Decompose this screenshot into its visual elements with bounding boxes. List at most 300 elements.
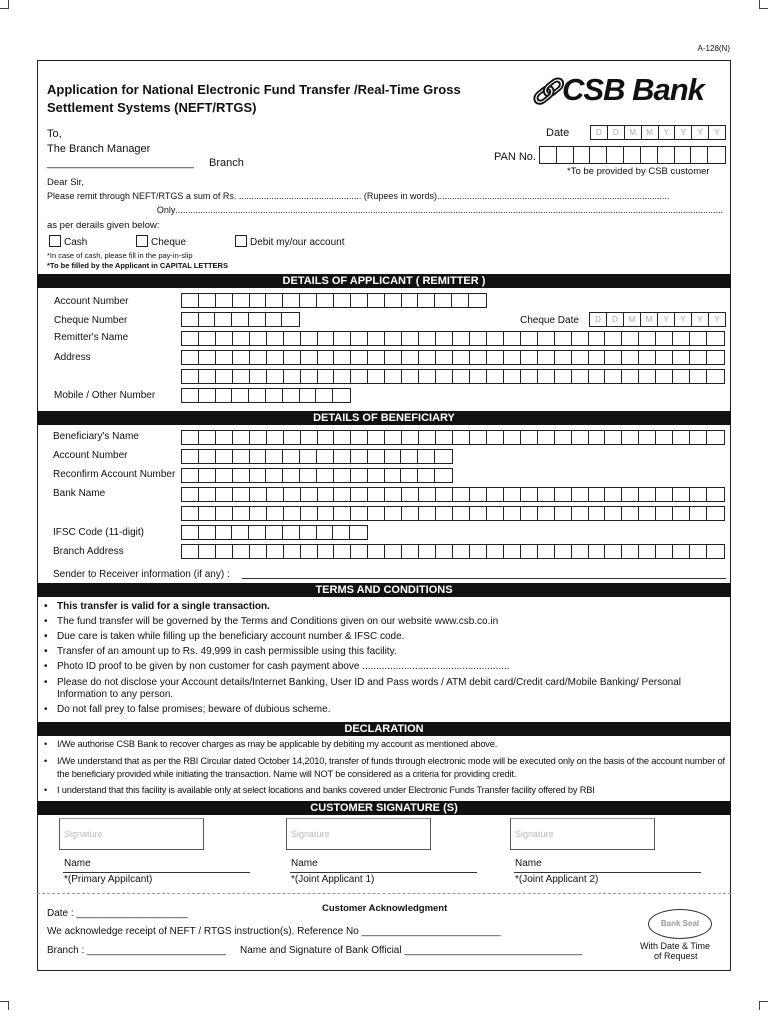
- char-cell[interactable]: [182, 431, 199, 444]
- remitter-name-input[interactable]: [181, 331, 725, 346]
- date-cell[interactable]: Y: [675, 126, 692, 139]
- char-cell[interactable]: [402, 488, 419, 501]
- char-cell[interactable]: [301, 431, 318, 444]
- char-cell[interactable]: [317, 294, 334, 307]
- char-cell[interactable]: [284, 351, 301, 364]
- char-cell[interactable]: [673, 488, 690, 501]
- branch-address-input[interactable]: [181, 544, 725, 559]
- ack-reference[interactable]: We acknowledge receipt of NEFT / RTGS instruction(s). Reference No _________________________: [47, 926, 501, 937]
- char-cell[interactable]: [521, 431, 538, 444]
- char-cell[interactable]: [572, 370, 589, 383]
- char-cell[interactable]: [555, 545, 572, 558]
- char-cell[interactable]: [504, 370, 521, 383]
- char-cell[interactable]: [283, 526, 300, 539]
- char-cell[interactable]: [419, 507, 436, 520]
- char-cell[interactable]: [266, 526, 283, 539]
- char-cell[interactable]: [639, 351, 656, 364]
- char-cell[interactable]: [656, 351, 673, 364]
- pan-input[interactable]: [539, 146, 726, 164]
- char-cell[interactable]: [589, 507, 606, 520]
- char-cell[interactable]: [199, 294, 216, 307]
- char-cell[interactable]: [316, 389, 333, 402]
- char-cell[interactable]: [572, 431, 589, 444]
- char-cell[interactable]: [333, 389, 350, 402]
- char-cell[interactable]: [605, 431, 622, 444]
- char-cell[interactable]: [487, 507, 504, 520]
- char-cell[interactable]: [182, 526, 199, 539]
- char-cell[interactable]: [557, 147, 574, 163]
- char-cell[interactable]: [350, 526, 367, 539]
- char-cell[interactable]: [334, 469, 351, 482]
- char-cell[interactable]: [555, 488, 572, 501]
- char-cell[interactable]: [607, 147, 624, 163]
- char-cell[interactable]: [574, 147, 591, 163]
- char-cell[interactable]: [589, 545, 606, 558]
- cash-checkbox[interactable]: [49, 235, 61, 247]
- amount-words-line[interactable]: ...........................................................................................................................................................................................................................Only: [156, 205, 723, 215]
- char-cell[interactable]: [436, 545, 453, 558]
- char-cell[interactable]: [351, 370, 368, 383]
- payment-debit[interactable]: Debit my/our account: [235, 235, 345, 248]
- char-cell[interactable]: [401, 450, 418, 463]
- char-cell[interactable]: [385, 469, 402, 482]
- char-cell[interactable]: [334, 294, 351, 307]
- char-cell[interactable]: [250, 370, 267, 383]
- char-cell[interactable]: [266, 313, 283, 326]
- char-cell[interactable]: [233, 545, 250, 558]
- char-cell[interactable]: [690, 507, 707, 520]
- joint2-name-input[interactable]: [514, 872, 701, 873]
- char-cell[interactable]: [402, 507, 419, 520]
- char-cell[interactable]: [487, 545, 504, 558]
- char-cell[interactable]: [470, 370, 487, 383]
- date-cell[interactable]: D: [590, 313, 607, 326]
- char-cell[interactable]: [418, 469, 435, 482]
- char-cell[interactable]: [334, 351, 351, 364]
- char-cell[interactable]: [658, 147, 675, 163]
- char-cell[interactable]: [504, 332, 521, 345]
- char-cell[interactable]: [435, 450, 452, 463]
- char-cell[interactable]: [622, 431, 639, 444]
- char-cell[interactable]: [368, 488, 385, 501]
- char-cell[interactable]: [182, 488, 199, 501]
- char-cell[interactable]: [199, 431, 216, 444]
- char-cell[interactable]: [639, 370, 656, 383]
- char-cell[interactable]: [216, 389, 233, 402]
- char-cell[interactable]: [199, 526, 216, 539]
- char-cell[interactable]: [182, 351, 199, 364]
- date-input[interactable]: [590, 125, 726, 140]
- char-cell[interactable]: [504, 488, 521, 501]
- char-cell[interactable]: [538, 332, 555, 345]
- char-cell[interactable]: [639, 332, 656, 345]
- char-cell[interactable]: [435, 294, 452, 307]
- char-cell[interactable]: [300, 469, 317, 482]
- char-cell[interactable]: [402, 351, 419, 364]
- char-cell[interactable]: [182, 370, 199, 383]
- char-cell[interactable]: [622, 370, 639, 383]
- char-cell[interactable]: [368, 507, 385, 520]
- char-cell[interactable]: [233, 294, 250, 307]
- char-cell[interactable]: [419, 488, 436, 501]
- char-cell[interactable]: [487, 431, 504, 444]
- bank-name-input-line1[interactable]: [181, 487, 725, 502]
- char-cell[interactable]: [317, 469, 334, 482]
- char-cell[interactable]: [622, 332, 639, 345]
- date-cell[interactable]: Y: [692, 313, 709, 326]
- char-cell[interactable]: [284, 332, 301, 345]
- char-cell[interactable]: [622, 545, 639, 558]
- primary-name-input[interactable]: [63, 872, 250, 873]
- char-cell[interactable]: [199, 488, 216, 501]
- char-cell[interactable]: [199, 450, 216, 463]
- char-cell[interactable]: [639, 488, 656, 501]
- char-cell[interactable]: [622, 507, 639, 520]
- char-cell[interactable]: [453, 545, 470, 558]
- char-cell[interactable]: [470, 545, 487, 558]
- char-cell[interactable]: [233, 431, 250, 444]
- char-cell[interactable]: [504, 351, 521, 364]
- char-cell[interactable]: [300, 294, 317, 307]
- char-cell[interactable]: [233, 488, 250, 501]
- char-cell[interactable]: [318, 507, 335, 520]
- char-cell[interactable]: [300, 526, 317, 539]
- char-cell[interactable]: [284, 545, 301, 558]
- joint1-signature-box[interactable]: Signature: [286, 818, 431, 850]
- remit-amount-line[interactable]: Please remit through NEFT/RTGS a sum of Rs. ................................................. (Rupees in words).............................................................................................: [47, 191, 670, 201]
- char-cell[interactable]: [690, 332, 707, 345]
- char-cell[interactable]: [182, 313, 199, 326]
- char-cell[interactable]: [334, 332, 351, 345]
- date-cell[interactable]: Y: [692, 126, 709, 139]
- char-cell[interactable]: [538, 488, 555, 501]
- char-cell[interactable]: [368, 431, 385, 444]
- char-cell[interactable]: [351, 294, 368, 307]
- char-cell[interactable]: [673, 545, 690, 558]
- char-cell[interactable]: [402, 545, 419, 558]
- debit-checkbox[interactable]: [235, 235, 247, 247]
- char-cell[interactable]: [351, 450, 368, 463]
- char-cell[interactable]: [691, 147, 708, 163]
- char-cell[interactable]: [469, 294, 486, 307]
- char-cell[interactable]: [385, 545, 402, 558]
- beneficiary-name-input[interactable]: [181, 430, 725, 445]
- char-cell[interactable]: [540, 147, 557, 163]
- char-cell[interactable]: [708, 147, 725, 163]
- date-cell[interactable]: Y: [659, 126, 676, 139]
- char-cell[interactable]: [199, 545, 216, 558]
- char-cell[interactable]: [318, 431, 335, 444]
- char-cell[interactable]: [318, 370, 335, 383]
- cheque-checkbox[interactable]: [136, 235, 148, 247]
- char-cell[interactable]: [453, 507, 470, 520]
- char-cell[interactable]: [267, 370, 284, 383]
- char-cell[interactable]: [690, 488, 707, 501]
- char-cell[interactable]: [572, 507, 589, 520]
- char-cell[interactable]: [368, 332, 385, 345]
- char-cell[interactable]: [385, 370, 402, 383]
- char-cell[interactable]: [199, 507, 216, 520]
- char-cell[interactable]: [351, 488, 368, 501]
- char-cell[interactable]: [504, 545, 521, 558]
- char-cell[interactable]: [555, 370, 572, 383]
- char-cell[interactable]: [249, 389, 266, 402]
- char-cell[interactable]: [656, 370, 673, 383]
- char-cell[interactable]: [605, 351, 622, 364]
- char-cell[interactable]: [435, 469, 452, 482]
- char-cell[interactable]: [250, 450, 267, 463]
- char-cell[interactable]: [233, 370, 250, 383]
- char-cell[interactable]: [572, 545, 589, 558]
- char-cell[interactable]: [555, 431, 572, 444]
- char-cell[interactable]: [233, 351, 250, 364]
- char-cell[interactable]: [283, 469, 300, 482]
- char-cell[interactable]: [624, 147, 641, 163]
- char-cell[interactable]: [250, 488, 267, 501]
- char-cell[interactable]: [334, 370, 351, 383]
- joint2-signature-box[interactable]: Signature: [510, 818, 655, 850]
- char-cell[interactable]: [402, 294, 419, 307]
- char-cell[interactable]: [419, 545, 436, 558]
- char-cell[interactable]: [232, 313, 249, 326]
- char-cell[interactable]: [589, 351, 606, 364]
- primary-signature-box[interactable]: Signature: [59, 818, 204, 850]
- char-cell[interactable]: [368, 469, 385, 482]
- char-cell[interactable]: [707, 488, 724, 501]
- char-cell[interactable]: [641, 147, 658, 163]
- char-cell[interactable]: [385, 507, 402, 520]
- char-cell[interactable]: [216, 431, 233, 444]
- char-cell[interactable]: [589, 332, 606, 345]
- char-cell[interactable]: [673, 431, 690, 444]
- address-input-line1[interactable]: [181, 350, 725, 365]
- char-cell[interactable]: [656, 431, 673, 444]
- char-cell[interactable]: [301, 332, 318, 345]
- char-cell[interactable]: [199, 351, 216, 364]
- char-cell[interactable]: [318, 332, 335, 345]
- char-cell[interactable]: [216, 526, 233, 539]
- char-cell[interactable]: [283, 450, 300, 463]
- bank-name-input-line2[interactable]: [181, 506, 725, 521]
- char-cell[interactable]: [673, 370, 690, 383]
- char-cell[interactable]: [402, 431, 419, 444]
- char-cell[interactable]: [605, 370, 622, 383]
- char-cell[interactable]: [267, 507, 284, 520]
- date-cell[interactable]: D: [607, 313, 624, 326]
- payment-cash[interactable]: Cash: [49, 235, 87, 248]
- char-cell[interactable]: [521, 332, 538, 345]
- char-cell[interactable]: [182, 450, 199, 463]
- ack-date[interactable]: Date : ____________________: [47, 908, 188, 919]
- char-cell[interactable]: [333, 526, 350, 539]
- char-cell[interactable]: [216, 545, 233, 558]
- char-cell[interactable]: [487, 351, 504, 364]
- char-cell[interactable]: [436, 351, 453, 364]
- reconfirm-account-input[interactable]: [181, 468, 453, 483]
- char-cell[interactable]: [284, 431, 301, 444]
- char-cell[interactable]: [232, 389, 249, 402]
- char-cell[interactable]: [385, 450, 402, 463]
- char-cell[interactable]: [334, 431, 351, 444]
- date-cell[interactable]: Y: [714, 315, 720, 324]
- char-cell[interactable]: [250, 351, 267, 364]
- char-cell[interactable]: [182, 294, 199, 307]
- char-cell[interactable]: [572, 332, 589, 345]
- date-cell[interactable]: M: [641, 313, 658, 326]
- char-cell[interactable]: [301, 545, 318, 558]
- char-cell[interactable]: [250, 507, 267, 520]
- char-cell[interactable]: [419, 431, 436, 444]
- char-cell[interactable]: [538, 351, 555, 364]
- char-cell[interactable]: [216, 294, 233, 307]
- char-cell[interactable]: [538, 431, 555, 444]
- char-cell[interactable]: [572, 488, 589, 501]
- char-cell[interactable]: [605, 332, 622, 345]
- sender-info-input[interactable]: [242, 578, 726, 579]
- char-cell[interactable]: [452, 294, 469, 307]
- char-cell[interactable]: [690, 351, 707, 364]
- char-cell[interactable]: [199, 332, 216, 345]
- char-cell[interactable]: [182, 507, 199, 520]
- char-cell[interactable]: [707, 351, 724, 364]
- char-cell[interactable]: [436, 507, 453, 520]
- char-cell[interactable]: [436, 431, 453, 444]
- date-cell[interactable]: M: [625, 126, 642, 139]
- char-cell[interactable]: [284, 488, 301, 501]
- char-cell[interactable]: [538, 507, 555, 520]
- char-cell[interactable]: [639, 507, 656, 520]
- char-cell[interactable]: [215, 313, 232, 326]
- char-cell[interactable]: [555, 351, 572, 364]
- char-cell[interactable]: [385, 431, 402, 444]
- char-cell[interactable]: [216, 507, 233, 520]
- char-cell[interactable]: [267, 351, 284, 364]
- char-cell[interactable]: [351, 507, 368, 520]
- char-cell[interactable]: [351, 469, 368, 482]
- char-cell[interactable]: [487, 370, 504, 383]
- char-cell[interactable]: [538, 545, 555, 558]
- char-cell[interactable]: [317, 526, 334, 539]
- char-cell[interactable]: [216, 370, 233, 383]
- char-cell[interactable]: [555, 507, 572, 520]
- cheque-number-input[interactable]: [181, 312, 300, 327]
- char-cell[interactable]: [453, 332, 470, 345]
- char-cell[interactable]: [673, 332, 690, 345]
- char-cell[interactable]: [351, 431, 368, 444]
- date-cell[interactable]: Y: [714, 128, 720, 137]
- char-cell[interactable]: [334, 450, 351, 463]
- char-cell[interactable]: [385, 351, 402, 364]
- char-cell[interactable]: [470, 488, 487, 501]
- char-cell[interactable]: [182, 545, 199, 558]
- char-cell[interactable]: [707, 507, 724, 520]
- char-cell[interactable]: [351, 545, 368, 558]
- date-cell[interactable]: M: [642, 126, 659, 139]
- char-cell[interactable]: [182, 389, 199, 402]
- char-cell[interactable]: [250, 332, 267, 345]
- char-cell[interactable]: [318, 545, 335, 558]
- char-cell[interactable]: [589, 370, 606, 383]
- char-cell[interactable]: [419, 370, 436, 383]
- char-cell[interactable]: [707, 370, 724, 383]
- char-cell[interactable]: [334, 488, 351, 501]
- char-cell[interactable]: [419, 332, 436, 345]
- char-cell[interactable]: [250, 294, 267, 307]
- char-cell[interactable]: [521, 351, 538, 364]
- char-cell[interactable]: [521, 507, 538, 520]
- char-cell[interactable]: [216, 450, 233, 463]
- char-cell[interactable]: [250, 431, 267, 444]
- char-cell[interactable]: [267, 332, 284, 345]
- char-cell[interactable]: [470, 351, 487, 364]
- char-cell[interactable]: [368, 450, 385, 463]
- char-cell[interactable]: [402, 370, 419, 383]
- joint1-name-input[interactable]: [290, 872, 477, 873]
- char-cell[interactable]: [521, 545, 538, 558]
- char-cell[interactable]: [656, 507, 673, 520]
- char-cell[interactable]: [402, 332, 419, 345]
- char-cell[interactable]: [572, 351, 589, 364]
- char-cell[interactable]: [707, 545, 724, 558]
- beneficiary-account-input[interactable]: [181, 449, 453, 464]
- payment-cheque[interactable]: Cheque: [136, 235, 186, 248]
- char-cell[interactable]: [284, 507, 301, 520]
- char-cell[interactable]: [605, 507, 622, 520]
- ack-bank-official[interactable]: Name and Signature of Bank Official ________________________________: [240, 945, 583, 956]
- char-cell[interactable]: [656, 488, 673, 501]
- char-cell[interactable]: [385, 332, 402, 345]
- char-cell[interactable]: [639, 431, 656, 444]
- char-cell[interactable]: [301, 507, 318, 520]
- char-cell[interactable]: [301, 370, 318, 383]
- char-cell[interactable]: [301, 351, 318, 364]
- char-cell[interactable]: [385, 294, 402, 307]
- char-cell[interactable]: [656, 332, 673, 345]
- char-cell[interactable]: [317, 450, 334, 463]
- char-cell[interactable]: [385, 488, 402, 501]
- char-cell[interactable]: [673, 351, 690, 364]
- char-cell[interactable]: [622, 351, 639, 364]
- char-cell[interactable]: [418, 294, 435, 307]
- char-cell[interactable]: [589, 431, 606, 444]
- char-cell[interactable]: [368, 545, 385, 558]
- char-cell[interactable]: [301, 488, 318, 501]
- char-cell[interactable]: [470, 431, 487, 444]
- branch-field[interactable]: ________________________: [47, 157, 194, 169]
- char-cell[interactable]: [233, 507, 250, 520]
- char-cell[interactable]: [300, 389, 317, 402]
- char-cell[interactable]: [487, 332, 504, 345]
- date-cell[interactable]: D: [608, 126, 625, 139]
- char-cell[interactable]: [250, 545, 267, 558]
- char-cell[interactable]: [453, 488, 470, 501]
- char-cell[interactable]: [266, 294, 283, 307]
- char-cell[interactable]: [690, 545, 707, 558]
- char-cell[interactable]: [436, 488, 453, 501]
- char-cell[interactable]: [199, 313, 216, 326]
- char-cell[interactable]: [589, 488, 606, 501]
- remitter-account-input[interactable]: [181, 293, 487, 308]
- date-cell[interactable]: Y: [658, 313, 675, 326]
- char-cell[interactable]: [504, 431, 521, 444]
- char-cell[interactable]: [690, 370, 707, 383]
- char-cell[interactable]: [590, 147, 607, 163]
- char-cell[interactable]: [368, 294, 385, 307]
- char-cell[interactable]: [266, 389, 283, 402]
- char-cell[interactable]: [216, 332, 233, 345]
- char-cell[interactable]: [267, 431, 284, 444]
- char-cell[interactable]: [216, 488, 233, 501]
